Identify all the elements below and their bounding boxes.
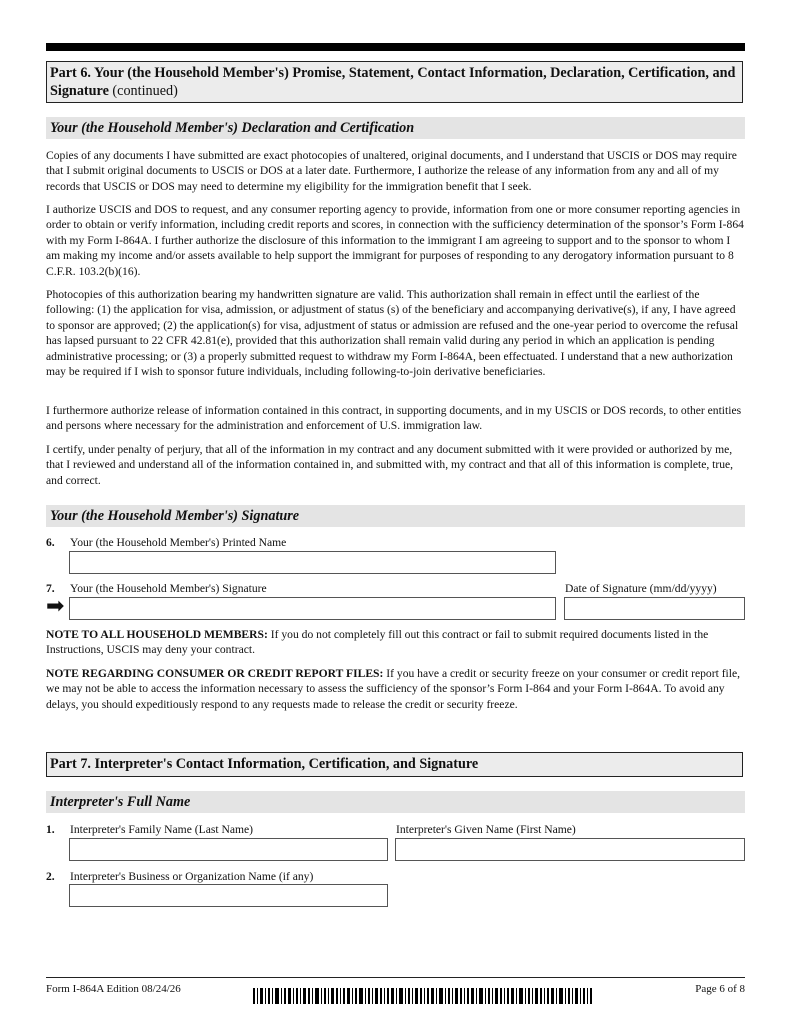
declaration-paragraph: Copies of any documents I have submitted are exact photocopies of unaltered, original documents, and I understand that USCIS or DOS may require that I submit original documents to USCIS or DOS at a later date. Furthermore, I authorize the release of any information from any and all of my records that USCIS or DOS may need to determine my eligibility for the immigration benefit that I seek. bbox=[46, 149, 737, 193]
item-number: 1. bbox=[46, 823, 55, 836]
note-household-members bbox=[46, 627, 745, 658]
note-heading: NOTE REGARDING CONSUMER OR CREDIT REPORT FILES: bbox=[46, 667, 384, 680]
date-of-signature-label: Date of Signature (mm/dd/yyyy) bbox=[565, 582, 717, 595]
part6-continued: (continued) bbox=[108, 83, 178, 99]
business-name-field[interactable] bbox=[69, 884, 388, 907]
part7-header: Part 7. Interpreter's Contact Information, Certification, and Signature bbox=[46, 752, 743, 777]
declaration-paragraph: I furthermore authorize release of information contained in this contract, in supporting documents, and in my USCIS or DOS records, to other entities and persons where necessary for the administration and enforcement of U.S. immigration law. bbox=[46, 404, 742, 433]
family-name-label: Interpreter's Family Name (Last Name) bbox=[70, 823, 254, 836]
part6-header bbox=[46, 61, 743, 103]
item-number: 6. bbox=[46, 536, 55, 549]
given-name-label: Interpreter's Given Name (First Name) bbox=[396, 823, 576, 836]
signature-label: Your (the Household Member's) Signature bbox=[70, 582, 267, 595]
part6-title: Part 6. Your (the Household Member's) Promise, Statement, Contact Information, Declaration, Certification, and Signature bbox=[50, 65, 736, 99]
printed-name-label: Your (the Household Member's) Printed Name bbox=[70, 536, 287, 549]
declaration-heading: Your (the Household Member's) Declaration and Certification bbox=[46, 117, 745, 139]
barcode bbox=[253, 988, 593, 1004]
arrow-right-icon: ➡ bbox=[46, 594, 65, 619]
note-text: If you have a credit or security freeze on your consumer or credit report file, we may not be able to access the information necessary to assess the sufficiency of the sponsor’s Form I-864 and your Form I-864A. To avoid any delays, you should expeditiously respond to any requests made to release the credit or security freeze. bbox=[46, 667, 741, 711]
business-name-label: Interpreter's Business or Organization Name (if any) bbox=[70, 870, 314, 883]
declaration-paragraph: I certify, under penalty of perjury, that all of the information in my contract and any document submitted with it were provided or authorized by me, that I reviewed and understand all of the information contained in, and submitted with, my contract and that all of this information is complete, true, and correct. bbox=[46, 443, 734, 487]
signature-heading: Your (the Household Member's) Signature bbox=[46, 505, 745, 527]
footer-rule bbox=[46, 977, 745, 978]
top-rule bbox=[46, 43, 745, 51]
given-name-field[interactable] bbox=[395, 838, 745, 861]
item-number: 7. bbox=[46, 582, 55, 595]
declaration-paragraph: I authorize USCIS and DOS to request, and any consumer reporting agency to provide, information from one or more consumer reporting agencies in order to obtain or verify information, including credit reports and scores, in connection with the sufficiency determination of the sponsor’s Form I-864 with my Form I-864A. I further authorize the disclosure of this information to the immigrant I am agreeing to support and to the sponsor to whom I am making my income and/or assets available to help support the immigrant for purposes of responding to any derogatory information pursuant to 8 C.F.R. 103.2(b)(16). bbox=[46, 203, 744, 278]
family-name-field[interactable] bbox=[69, 838, 388, 861]
declaration-paragraph: Photocopies of this authorization bearing my handwritten signature are valid. This authorization shall remain in effect until the earliest of the following: (1) the application for visa, admission, or adjustment of status (s) of the beneficiary and accompanying derivative(s), if any, I have agreed to sponsor are approved; (2) the application(s) for visa, adjustment of status or admission are refused and the one-year period to overcome the refusal has lapsed pursuant to 22 CFR 42.81(e), provided that this authorization shall remain valid during any period in which an application is pending administrative processing; or (3) a properly submitted request to withdraw my Form I-864A, been effectuated. I understand that a new authorization may be required if I wish to sponsor future individuals, including following-to-join derivative beneficiaries. bbox=[46, 288, 739, 379]
interpreter-name-heading: Interpreter's Full Name bbox=[46, 791, 745, 813]
page-number: Page 6 of 8 bbox=[695, 983, 745, 995]
signature-field[interactable] bbox=[69, 597, 556, 620]
printed-name-field[interactable] bbox=[69, 551, 556, 574]
form-edition: Form I-864A Edition 08/24/26 bbox=[46, 983, 181, 995]
item-number: 2. bbox=[46, 870, 55, 883]
note-heading: NOTE TO ALL HOUSEHOLD MEMBERS: bbox=[46, 628, 268, 641]
date-of-signature-field[interactable] bbox=[564, 597, 745, 620]
note-text: If you do not completely fill out this contract or fail to submit required documents listed in the Instructions, USCIS may deny your contract. bbox=[46, 628, 709, 657]
note-credit-report bbox=[46, 666, 745, 712]
